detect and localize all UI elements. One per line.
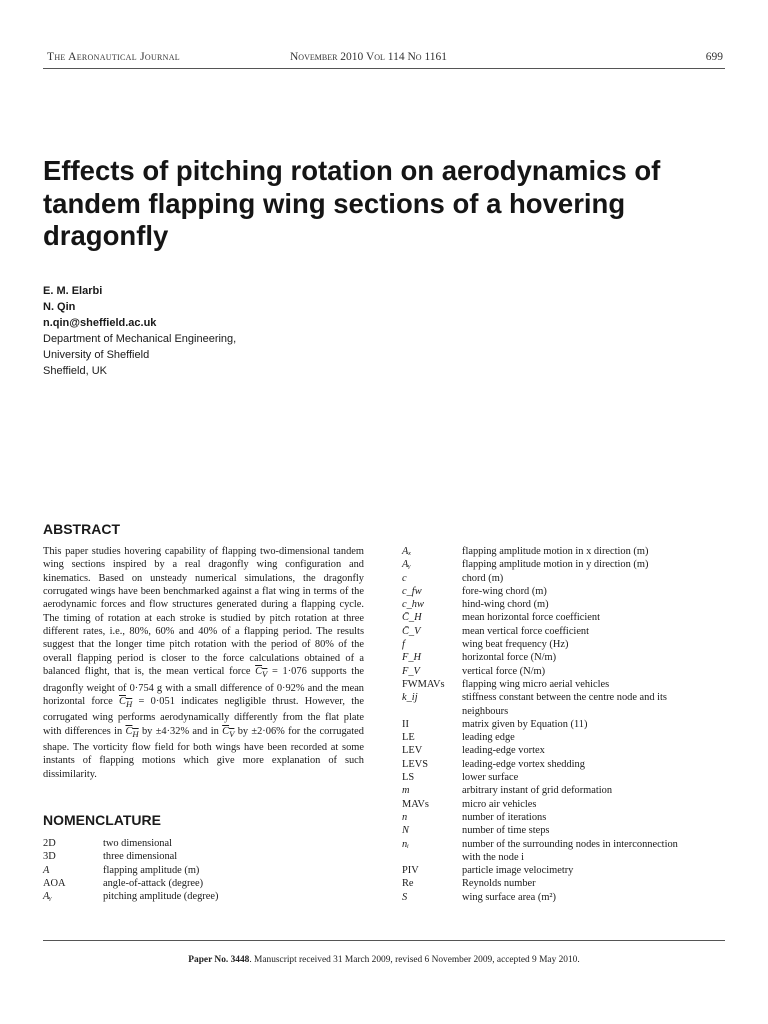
nomenclature-symbol: n [402,811,408,823]
nomenclature-row [43,890,373,903]
mean-vertical-force-symbol: $C_V$ [222,725,235,739]
nomenclature-row [402,798,732,811]
nomenclature-row [402,744,732,757]
nomenclature-symbol: 2D [43,838,56,849]
nomenclature-row [402,718,732,731]
nomenclature-definition: stiffness constant between the centre node and its [462,692,667,704]
nomenclature-symbol: c [402,572,407,584]
nomenclature-symbol: Aᵧ [402,559,411,571]
nomenclature-definition: hind-wing chord (m) [462,599,549,611]
nomenclature-definition: three dimensional [103,851,178,863]
nomenclature-symbol: A [43,864,50,876]
nomenclature-row [402,705,732,718]
nomenclature-definition: horizontal force (N/m) [462,652,557,664]
nomenclature-definition: number of iterations [462,811,547,823]
mean-vertical-force-symbol: $C_V$ [255,666,268,680]
nomenclature-row [402,864,732,877]
nomenclature-row [402,891,732,904]
author-name: N. Qin [43,301,76,313]
nomenclature-symbol: MAVs [402,798,429,810]
paper-title: Effects of pitching rotation on aerodynamics of tandem flapping wing sections of a hovering dragonfly [43,155,661,251]
nomenclature-row [43,877,373,890]
nomenclature-symbol: Re [402,878,414,890]
nomenclature-row [402,545,732,558]
nomenclature-row [43,837,373,850]
nomenclature-row [402,611,732,624]
affiliation-line: Sheffield, UK [43,365,108,377]
nomenclature-row [43,850,373,863]
nomenclature-list-right [402,545,732,904]
nomenclature-definition: leading-edge vortex shedding [462,758,585,770]
nomenclature-row [402,625,732,638]
nomenclature-symbol: LS [402,772,415,784]
nomenclature-symbol: F_V [402,665,420,677]
nomenclature-symbol: m [402,785,410,797]
nomenclature-row [402,851,732,864]
nomenclature-definition: mean horizontal force coefficient [462,612,600,624]
nomenclature-symbol: nᵢ [402,838,409,850]
nomenclature-row [402,731,732,744]
nomenclature-symbol: LEVS [402,758,428,770]
header-rule [43,68,725,69]
nomenclature-symbol: 3D [43,851,56,863]
nomenclature-row [402,691,732,704]
nomenclature-symbol: Aₓ [402,546,412,557]
nomenclature-symbol: F_H [402,652,422,664]
nomenclature-definition: wing beat frequency (Hz) [462,639,569,651]
nomenclature-symbol: Aᵧ [43,891,52,903]
nomenclature-row [402,651,732,664]
abstract-heading: ABSTRACT [43,521,120,537]
nomenclature-symbol: FWMAVs [402,678,445,690]
nomenclature-definition: fore-wing chord (m) [462,585,547,597]
nomenclature-heading: NOMENCLATURE [43,812,161,828]
nomenclature-row [402,572,732,585]
affiliation-line: Department of Mechanical Engineering, [43,333,237,345]
manuscript-history [43,955,725,965]
nomenclature-symbol [402,705,462,718]
nomenclature-definition: flapping amplitude (m) [103,864,200,876]
nomenclature-symbol: C̄_V [402,625,421,637]
nomenclature-row [402,811,732,824]
nomenclature-row [402,758,732,771]
nomenclature-symbol: f [402,639,405,651]
nomenclature-definition: matrix given by Equation (11) [462,718,588,730]
author-name: E. M. Elarbi [43,285,103,297]
nomenclature-symbol: S [402,891,408,903]
author-email[interactable]: n.qin@sheffield.ac.uk [43,317,157,329]
nomenclature-definition: leading-edge vortex [462,745,545,757]
page-number: 699 [705,51,723,63]
abstract-text: This paper studies hovering capability of flapping two-dimensional tandem wing sections inspired by a real dragonfly wing configuration and kinematics. Based on unsteady numerical simulations, the dragonfly corrugated wings have been benchmarked against a flat wing in terms of the aerodynamic forces and flow structures generated during a flapping cycle. The timing of rotation at each stroke is studied by pitch rotation at three different rates, i.e., 80%, 60% and 40% of a flapping period. The results suggest that the longer time pitch rotation with the period of 80% of the overall flapping period is closer to the force calculations obtained of a balanced flight, that is, the mean vertical force $C_V = 1\cdot 076$ supports the dragonfly weight of 0·754 g with a small difference of 0·92% and the mean horizontal force $C_H = 0\cdot 051$ indicates negligible thrust. However, the corrugated wing performs aerodynamically differently from the flat plate with differences in $C_H$ by ±4·32% and in $C_V$ by ±2·06% for the corrugated shape. The vorticity flow field for both wings have been recorded at some instants of flapping motions which give more explanation of such dissimilarity. [43,546,364,780]
nomenclature-row [402,838,732,851]
journal-name: The Aeronautical Journal [47,51,180,63]
nomenclature-definition: micro air vehicles [462,798,537,810]
nomenclature-definition: Reynolds number [462,878,536,890]
nomenclature-definition: lower surface [462,772,519,784]
nomenclature-symbol: k_ij [402,692,418,704]
nomenclature-symbol: LEV [402,745,423,757]
nomenclature-definition: arbitrary instant of grid deformation [462,785,613,797]
author-block [43,283,443,379]
nomenclature-symbol: N [402,825,409,837]
nomenclature-row [402,585,732,598]
footer-rule [43,940,725,941]
nomenclature-definition: mean vertical force coefficient [462,625,590,637]
nomenclature-row [43,864,373,877]
issue-info: November 2010 Vol 114 No 1161 [290,51,448,63]
nomenclature-definition: with the node i [462,851,525,863]
paper-number: Paper No. 3448 [188,955,250,965]
nomenclature-row [402,665,732,678]
nomenclature-row [402,558,732,571]
nomenclature-definition: number of the surrounding nodes in interconnection [462,838,678,850]
nomenclature-list-left [43,837,373,903]
nomenclature-definition: wing surface area (m²) [462,891,556,903]
nomenclature-definition: number of time steps [462,825,550,837]
nomenclature-symbol: LE [402,732,415,744]
nomenclature-symbol: PIV [402,865,419,877]
nomenclature-symbol [402,851,462,864]
history-text: . Manuscript received 31 March 2009, revised 6 November 2009, accepted 9 May 2010. [249,955,580,965]
nomenclature-row [402,771,732,784]
nomenclature-row [402,784,732,797]
nomenclature-definition: chord (m) [462,572,504,584]
nomenclature-row [402,678,732,691]
nomenclature-symbol: c_hw [402,599,424,611]
nomenclature-definition: particle image velocimetry [462,865,574,877]
nomenclature-definition: two dimensional [103,838,172,849]
nomenclature-definition: pitching amplitude (degree) [103,891,219,903]
nomenclature-symbol: c_fw [402,585,422,597]
nomenclature-row [402,877,732,890]
nomenclature-definition: flapping amplitude motion in x direction (m) [462,546,649,557]
mean-horizontal-force-symbol: $C_H$ [119,695,133,709]
nomenclature-definition: flapping amplitude motion in y direction (m) [462,559,649,571]
nomenclature-definition: vertical force (N/m) [462,665,546,677]
nomenclature-symbol: AOA [43,877,66,889]
nomenclature-row [402,598,732,611]
nomenclature-row [402,824,732,837]
nomenclature-row [402,638,732,651]
nomenclature-definition: angle-of-attack (degree) [103,877,204,889]
nomenclature-symbol: C̄_H [402,612,422,624]
mean-horizontal-force-symbol: $C_H$ [125,725,139,739]
affiliation-line: University of Sheffield [43,349,150,361]
nomenclature-definition: flapping wing micro aerial vehicles [462,678,610,690]
nomenclature-symbol: II [402,718,409,730]
nomenclature-definition: leading edge [462,732,515,744]
nomenclature-definition: neighbours [462,705,509,717]
